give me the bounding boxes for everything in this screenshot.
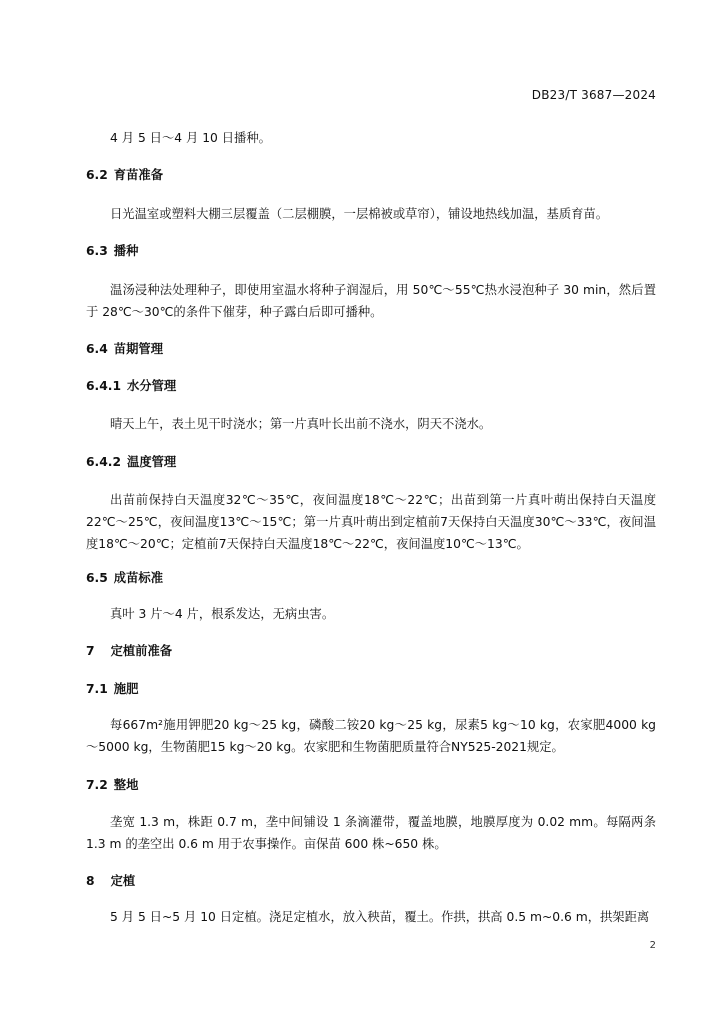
- heading-7-2: [86, 774, 656, 796]
- heading-number: 7: [86, 644, 95, 658]
- paragraph-6-2: 日光温室或塑料大棚三层覆盖（二层棚膜，一层棉被或草帘），铺设地热线加温，基质育苗。: [110, 207, 609, 221]
- heading-6-3: [86, 240, 656, 262]
- heading-6-4-2: [86, 451, 656, 473]
- heading-title: 苗期管理: [113, 342, 163, 356]
- heading-title: 水分管理: [127, 379, 177, 393]
- heading-title: 成苗标准: [113, 571, 163, 585]
- heading-7-1: [86, 678, 656, 700]
- heading-number: 6.3: [86, 244, 108, 258]
- heading-number: 6.2: [86, 168, 108, 182]
- heading-title: 定植前准备: [110, 644, 173, 658]
- heading-title: 温度管理: [127, 455, 177, 469]
- heading-6-5: [86, 567, 656, 589]
- heading-number: 6.5: [86, 571, 108, 585]
- header-rule: [86, 108, 656, 109]
- heading-6-2: [86, 164, 656, 186]
- paragraph-6-4-1: 晴天上午，表土见干时浇水；第一片真叶长出前不浇水，阴天不浇水。: [110, 417, 492, 431]
- paragraph-6-5: 真叶 3 片～4 片，根系发达，无病虫害。: [110, 607, 335, 621]
- paragraph-7-1: 每667m²施用钾肥20 kg～25 kg，磷酸二铵20 kg～25 kg，尿素5 kg～10 kg，农家肥4000 kg～5000 kg，生物菌肥15 kg～20 kg。农家肥和生物菌肥质量符合NY525-2021规定。: [86, 718, 656, 754]
- heading-title: 定植: [110, 874, 136, 888]
- heading-number: 6.4.2: [86, 455, 122, 469]
- heading-number: 7.1: [86, 682, 108, 696]
- page-number: 2: [649, 940, 656, 951]
- heading-title: 育苗准备: [113, 168, 163, 182]
- heading-number: 7.2: [86, 778, 108, 792]
- heading-title: 整地: [113, 778, 139, 792]
- heading-number: 8: [86, 874, 95, 888]
- heading-title: 播种: [113, 244, 139, 258]
- paragraph-8: 5 月 5 日~5 月 10 日定植。浇足定植水，放入秧苗，覆土。作拱，拱高 0.5 m~0.6 m，拱架距离: [110, 910, 650, 924]
- heading-8: [86, 870, 656, 892]
- heading-number: 6.4: [86, 342, 108, 356]
- document-code: DB23/T 3687—2024: [531, 88, 656, 102]
- heading-title: 施肥: [113, 682, 139, 696]
- paragraph-6-4-2: 出苗前保持白天温度32℃～35℃，夜间温度18℃～22℃；出苗到第一片真叶萌出保持白天温度22℃～25℃，夜间温度13℃～15℃；第一片真叶萌出到定植前7天保持白天温度30℃～33℃，夜间温度18℃～20℃；定植前7天保持白天温度18℃～22℃，夜间温度10℃～13℃。: [86, 493, 656, 551]
- heading-6-4: [86, 338, 656, 360]
- heading-number: 6.4.1: [86, 379, 122, 393]
- heading-6-4-1: [86, 375, 656, 397]
- paragraph-6-3: 温汤浸种法处理种子，即使用室温水将种子润湿后，用 50℃～55℃热水浸泡种子 30 min，然后置于 28℃～30℃的条件下催芽，种子露白后即可播种。: [86, 283, 656, 319]
- heading-7: [86, 640, 656, 662]
- paragraph-7-2: 垄宽 1.3 m，株距 0.7 m，垄中间铺设 1 条滴灌带，覆盖地膜，地膜厚度为 0.02 mm。每隔两条 1.3 m 的垄空出 0.6 m 用于农事操作。亩保苗 600 株~650 株。: [86, 815, 656, 851]
- paragraph-sowing-date: 4 月 5 日～4 月 10 日播种。: [110, 131, 271, 145]
